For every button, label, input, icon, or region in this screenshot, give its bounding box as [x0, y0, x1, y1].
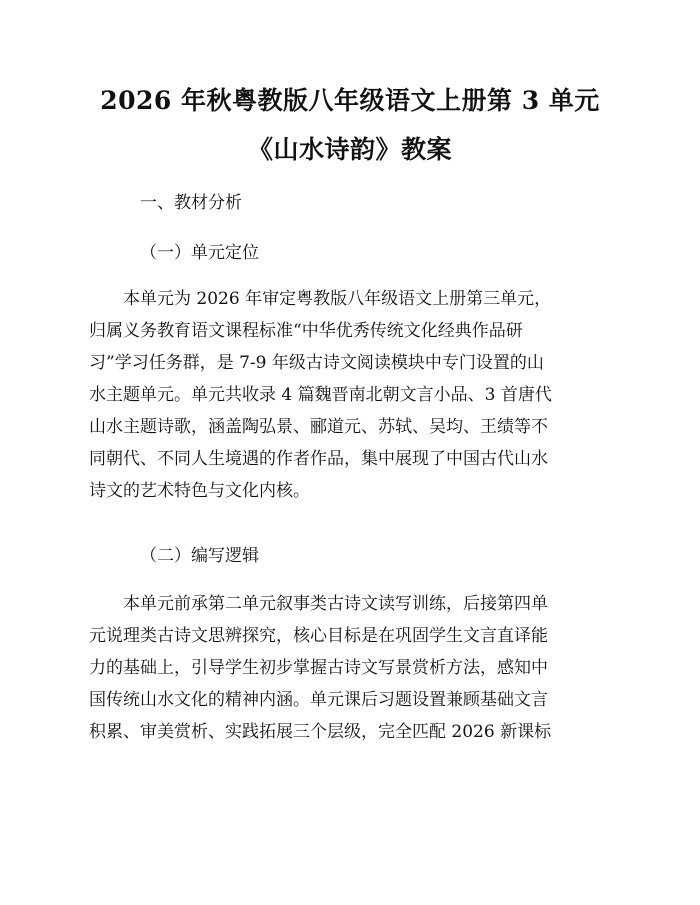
- subsection-heading-unit-positioning: （一）单元定位: [140, 243, 259, 263]
- paragraph-line: 国传统山水文化的精神内涵。单元课后习题设置兼顾基础文言: [89, 690, 548, 710]
- paragraph-line: 本单元前承第二单元叙事类古诗文读写训练，后接第四单: [89, 594, 548, 614]
- paragraph-unit-positioning: [89, 283, 614, 507]
- paragraph-line: 习”学习任务群，是 7-9 年级古诗文阅读模块中专门设置的山: [89, 353, 544, 373]
- document-title-line-1: 2026 年秋粤教版八年级语文上册第 3 单元: [100, 86, 600, 115]
- paragraph-line: 归属义务教育语文课程标准“中华优秀传统文化经典作品研: [89, 321, 523, 341]
- paragraph-line: 元说理类古诗文思辨探究，核心目标是在巩固学生文言直译能: [89, 626, 548, 646]
- section-heading-textbook-analysis: 一、教材分析: [140, 193, 242, 213]
- paragraph-line: 同朝代、不同人生境遇的作者作品，集中展现了中国古代山水: [89, 449, 548, 469]
- paragraph-line: 水主题单元。单元共收录 4 篇魏晋南北朝文言小品、3 首唐代: [89, 385, 552, 405]
- paragraph-line: 山水主题诗歌，涵盖陶弘景、郦道元、苏轼、吴均、王绩等不: [89, 417, 548, 437]
- paragraph-line: 本单元为 2026 年审定粤教版八年级语文上册第三单元，: [89, 289, 552, 309]
- paragraph-writing-logic: [89, 588, 614, 748]
- subsection-heading-writing-logic: （二）编写逻辑: [140, 546, 259, 566]
- paragraph-line: 力的基础上，引导学生初步掌握古诗文写景赏析方法，感知中: [89, 658, 548, 678]
- paragraph-line: 诗文的艺术特色与文化内核。: [89, 481, 310, 501]
- document-title-line-2: 《山水诗韵》教案: [247, 135, 452, 164]
- paragraph-line: 积累、审美赏析、实践拓展三个层级，完全匹配 2026 新课标: [89, 722, 552, 742]
